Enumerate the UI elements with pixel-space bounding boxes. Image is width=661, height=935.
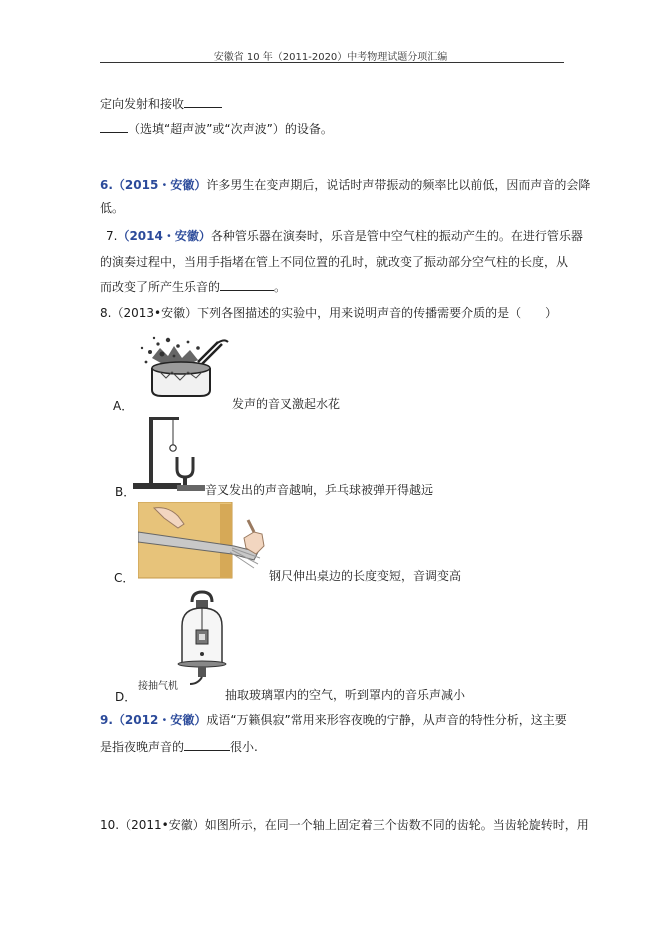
q9-line-2-text: 是指夜晚声音的 bbox=[100, 740, 185, 754]
q6-source: （2015・安徽） bbox=[112, 178, 207, 192]
q7-text: 各种管乐器在演奏时，乐音是管中空气柱的振动产生的。在进行管乐器 bbox=[210, 229, 583, 243]
q6-line-2: 低。 bbox=[100, 201, 125, 215]
option-a-letter: A． bbox=[113, 399, 134, 413]
q5-line-1-text: 定向发射和接收 bbox=[100, 97, 185, 111]
q7-line-1 bbox=[106, 228, 583, 244]
q7-source: （2014・安徽） bbox=[117, 229, 211, 243]
option-d-figure-label: 接抽气机 bbox=[138, 681, 178, 692]
header-rule bbox=[100, 62, 564, 63]
q7-line-3-end: 。 bbox=[274, 280, 287, 294]
q9-line-2-end: 很小. bbox=[230, 740, 258, 754]
answer-blank bbox=[184, 95, 222, 108]
q9-line-2 bbox=[100, 738, 258, 755]
option-a-text: 发声的音叉激起水花 bbox=[232, 397, 341, 411]
page-header: 安徽省 10 年（2011-2020）中考物理试题分项汇编 bbox=[213, 52, 448, 63]
q7-line-3 bbox=[100, 278, 286, 295]
q5-line-1 bbox=[100, 95, 222, 112]
option-d-text: 抽取玻璃罩内的空气，听到罩内的音乐声减小 bbox=[225, 688, 466, 702]
option-c-text: 钢尺伸出桌边的长度变短，音调变高 bbox=[269, 569, 462, 583]
option-d-letter: D． bbox=[115, 690, 137, 704]
q9-text: 成语“万籁俱寂”常用来形容夜晚的宁静，从声音的特性分析，这主要 bbox=[206, 713, 567, 727]
option-b-text: 音叉发出的声音越响，乒乓球被弹开得越远 bbox=[205, 483, 434, 497]
answer-blank bbox=[184, 738, 230, 751]
q10-line-1: 10.（2011•安徽）如图所示，在同一个轴上固定着三个齿数不同的齿轮。当齿轮旋转时，用 bbox=[100, 818, 589, 832]
q6-text: 许多男生在变声期后，说话时声带振动的频率比以前低，因而声音的会降 bbox=[206, 178, 591, 192]
q7-line-3-text: 而改变了所产生乐音的 bbox=[100, 280, 221, 294]
q9-line-1 bbox=[100, 712, 567, 728]
figure-tuning-fork-ball bbox=[133, 413, 207, 493]
q5-line-2-text: （选填“超声波”或“次声波”）的设备。 bbox=[128, 122, 333, 136]
q9-source: （2012・安徽） bbox=[112, 713, 207, 727]
q7-number: 7. bbox=[106, 229, 118, 243]
figure-bell-jar bbox=[172, 590, 228, 690]
q7-line-2: 的演奏过程中，当用手指堵在管上不同位置的孔时，就改变了振动部分空气柱的长度，从 bbox=[100, 255, 569, 269]
q8-stem: 8.（2013•安徽）下列各图描述的实验中，用来说明声音的传播需要介质的是（ ） bbox=[100, 306, 558, 320]
q6-line-1 bbox=[100, 177, 590, 193]
figure-tuning-fork-water bbox=[138, 332, 232, 402]
answer-blank bbox=[100, 120, 128, 133]
q6-number: 6. bbox=[100, 178, 113, 192]
answer-blank bbox=[220, 278, 274, 291]
q5-line-2 bbox=[100, 120, 333, 137]
option-b-letter: B． bbox=[115, 485, 136, 499]
option-c-letter: C． bbox=[114, 571, 135, 585]
figure-ruler-desk bbox=[138, 502, 270, 580]
q9-number: 9. bbox=[100, 713, 113, 727]
